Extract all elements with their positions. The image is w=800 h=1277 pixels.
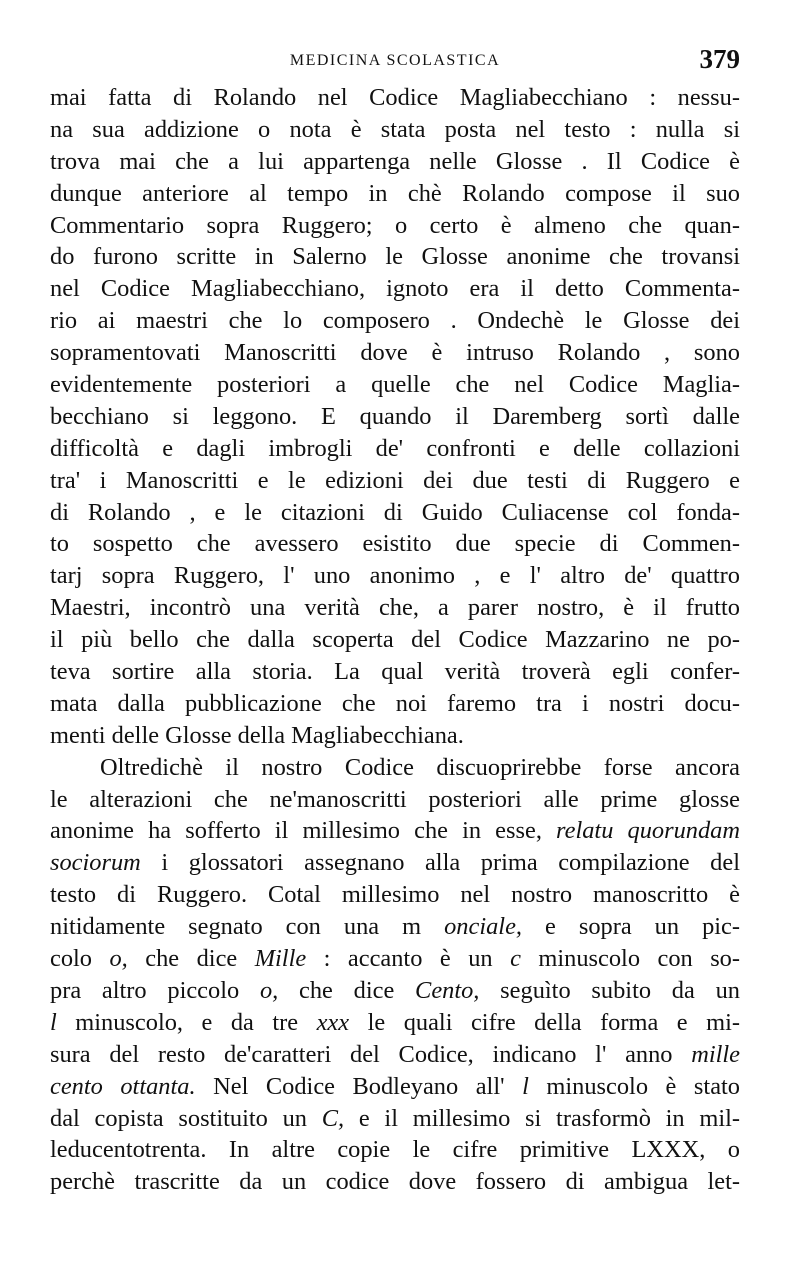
italic-text: l: [522, 1072, 529, 1100]
italic-text: C,: [321, 1104, 345, 1132]
text-line: nitidamente segnato con una m onciale, e sopra un pic-: [50, 913, 741, 941]
italic-text: mille: [691, 1040, 740, 1068]
text-line: dal copista sostituito un C, e il millesimo si trasformò in mil-: [50, 1104, 740, 1132]
text-line: anonime ha sofferto il millesimo che in esse, relatu quorundam: [50, 817, 740, 845]
text-line: sura del resto de'caratteri del Codice, indicano l' anno mille: [50, 1040, 740, 1068]
text-line: l minuscolo, e da tre xxx le quali cifre della forma e mi-: [50, 1008, 741, 1036]
text-line: testo di Ruggero. Cotal millesimo nel nostro manoscritto è: [50, 881, 740, 909]
text-line: teva sortire alla storia. La qual verità troverà egli confer-: [50, 658, 740, 686]
paragraph-1: [50, 82, 740, 752]
text-line: to sospetto che avessero esistito due specie di Commen-: [50, 530, 740, 558]
text-line: evidentemente posteriori a quelle che nel Codice Maglia-: [50, 371, 740, 399]
italic-text: Cento,: [415, 976, 480, 1004]
running-title: MEDICINA SCOLASTICA: [289, 52, 501, 69]
text-line: trova mai che a lui appartenga nelle Glosse . Il Codice è: [50, 147, 740, 175]
italic-text: c: [510, 945, 521, 973]
text-line: perchè trascritte da un codice dove fossero di ambigua let-: [50, 1168, 740, 1196]
text-line: rio ai maestri che lo composero . Ondechè le Glosse dei: [50, 307, 740, 335]
text-line: leducentotrenta. In altre copie le cifre primitive LXXX, o: [50, 1136, 740, 1164]
italic-text: onciale,: [444, 913, 522, 941]
text-line: becchiano si leggono. E quando il Daremberg sortì dalle: [50, 402, 740, 430]
text-line: dunque anteriore al tempo in chè Rolando compose il suo: [50, 179, 740, 207]
running-head: [50, 44, 740, 78]
text-line: Commentario sopra Ruggero; o certo è almeno che quan-: [50, 211, 740, 239]
text-line: tra' i Manoscritti e le edizioni dei due testi di Ruggero e: [50, 466, 740, 494]
text-line: colo o, che dice Mille : accanto è un c minuscolo con so-: [50, 945, 741, 973]
paragraph-2: [50, 752, 740, 1198]
text-line: cento ottanta. Nel Codice Bodleyano all' l minuscolo è stato: [50, 1072, 740, 1100]
text-line: di Rolando , e le citazioni di Guido Culiacense col fonda-: [50, 498, 740, 526]
text-line: sopramentovati Manoscritti dove è intruso Rolando , sono: [50, 339, 740, 367]
text-line: Maestri, incontrò una verità che, a parer nostro, è il frutto: [50, 594, 740, 622]
text-line: mai fatta di Rolando nel Codice Magliabecchiano : nessu-: [50, 84, 740, 111]
text-line: mata dalla pubblicazione che noi faremo tra i nostri docu-: [50, 689, 740, 717]
text-line: pra altro piccolo o, che dice Cento, seguìto subito da un: [50, 976, 740, 1004]
text-line: do furono scritte in Salerno le Glosse anonime che trovansi: [50, 243, 740, 271]
text-line: Oltredichè il nostro Codice discuoprirebbe forse ancora: [100, 753, 740, 781]
body-text: [50, 82, 740, 1198]
italic-text: relatu quorundam: [556, 817, 740, 845]
italic-text: l: [50, 1008, 57, 1036]
italic-text: o,: [109, 945, 128, 973]
italic-text: Mille: [254, 945, 307, 973]
italic-text: cento ottanta.: [50, 1072, 196, 1100]
text-line: nel Codice Magliabecchiano, ignoto era il detto Commenta-: [50, 275, 740, 303]
page-number: 379: [699, 44, 740, 74]
text-line: menti delle Glosse della Magliabecchiana.: [50, 721, 464, 749]
text-line: tarj sopra Ruggero, l' uno anonimo , e l' altro de' quattro: [50, 562, 740, 590]
italic-text: xxx: [316, 1008, 350, 1036]
text-line: sociorum i glossatori assegnano alla prima compilazione del: [50, 849, 740, 877]
italic-text: sociorum: [50, 849, 141, 877]
text-line: na sua addizione o nota è stata posta nel testo : nulla si: [50, 115, 740, 143]
text-line: difficoltà e dagli imbrogli de' confronti e delle collazioni: [50, 434, 740, 462]
italic-text: o,: [259, 976, 279, 1004]
text-line: il più bello che dalla scoperta del Codice Mazzarino ne po-: [50, 626, 740, 654]
text-line: le alterazioni che ne'manoscritti posteriori alle prime glosse: [50, 785, 740, 813]
